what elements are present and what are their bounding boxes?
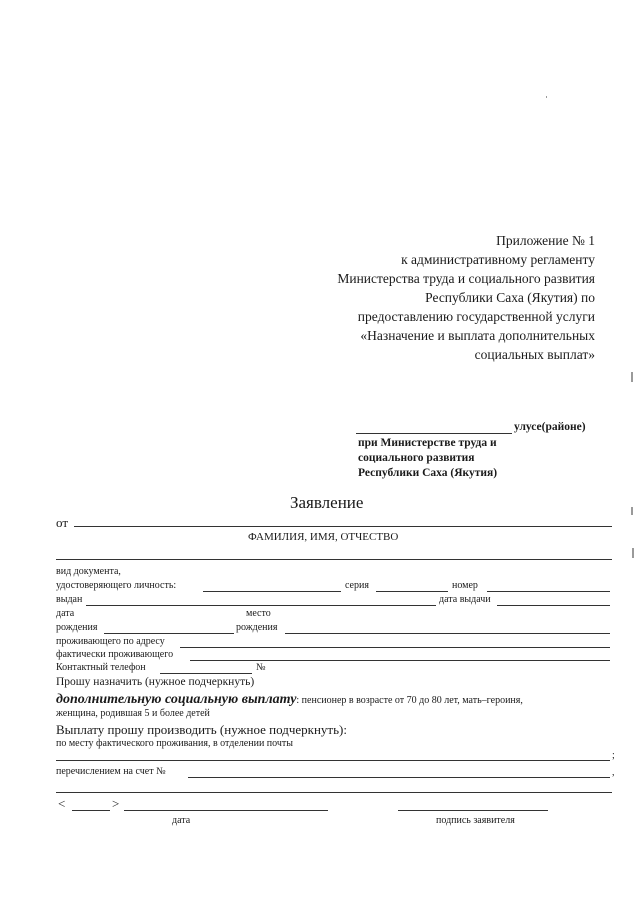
payment-type-line	[56, 690, 523, 708]
signature-line	[398, 810, 548, 811]
date-line	[124, 810, 328, 811]
phone-line	[160, 673, 252, 674]
phone-label: Контактный телефон	[56, 662, 146, 673]
quote-open: <	[58, 796, 66, 811]
identity-label: удостоверяющего личность:	[56, 580, 177, 591]
number-label: номер	[452, 580, 478, 591]
fio-line	[74, 526, 612, 527]
scan-speck	[546, 96, 547, 98]
residing-address-label: проживающего по адресу	[56, 636, 165, 647]
residing-address-line	[180, 647, 610, 648]
scan-speck	[631, 507, 633, 515]
from-label: от	[56, 515, 69, 530]
scan-speck	[631, 372, 633, 382]
addressee-line-2: социального развития	[358, 452, 475, 464]
phone-no-sign: №	[256, 662, 266, 673]
birth-place-line	[285, 633, 610, 634]
birth-date-line	[104, 633, 234, 634]
series-line	[376, 591, 448, 592]
appendix-line-1: Приложение № 1	[496, 233, 595, 248]
quote-close: >	[112, 796, 120, 811]
number-line	[487, 591, 610, 592]
payment-options-2: женщина, родившая 5 и более детей	[56, 708, 210, 719]
payment-method-label: Выплату прошу производить (нужное подчеркнуть):	[56, 722, 347, 737]
scan-speck	[632, 548, 634, 558]
addressee-line-1: при Министерстве труда и	[358, 437, 497, 449]
appendix-line-4: Республики Саха (Якутия) по	[425, 290, 595, 305]
appendix-line-6: «Назначение и выплата дополнительных	[360, 328, 595, 343]
date-caption: дата	[172, 815, 191, 826]
actually-residing-line	[190, 660, 610, 661]
request-label: Прошу назначить (нужное подчеркнуть)	[56, 676, 255, 688]
issue-date-line	[497, 605, 610, 606]
place-label: место	[246, 608, 271, 619]
account-line-2	[56, 792, 612, 793]
fio-caption: ФАМИЛИЯ, ИМЯ, ОТЧЕСТВО	[248, 531, 399, 543]
option-post-end: ;	[612, 750, 615, 761]
issue-date-label: дата выдачи	[439, 594, 491, 605]
fio-line-2	[56, 559, 612, 560]
option-post: по месту фактического проживания, в отделении почты	[56, 738, 294, 749]
appendix-line-5: предоставлению государственной услуги	[357, 309, 595, 324]
option-account: перечислением на счет №	[56, 766, 166, 777]
issued-label: выдан	[56, 594, 83, 605]
account-line	[188, 777, 610, 778]
series-label: серия	[345, 580, 369, 591]
appendix-line-2: к административному регламенту	[401, 252, 595, 267]
appendix-line-7: социальных выплат»	[474, 347, 595, 362]
signature-caption: подпись заявителя	[436, 815, 515, 826]
option-account-end: ,	[612, 767, 615, 778]
issued-line	[86, 605, 436, 606]
post-line	[56, 760, 610, 761]
addressee-line-3: Республики Саха (Якутия)	[358, 467, 498, 479]
ulus-blank-line	[356, 433, 512, 434]
appendix-line-3: Министерства труда и социального развития	[337, 271, 595, 286]
payment-name: дополнительную социальную выплату	[56, 692, 297, 707]
date-label: дата	[56, 608, 75, 619]
birth-date-label: рождения	[56, 622, 98, 633]
form-title: Заявление	[290, 493, 364, 512]
actually-residing-label: фактически проживающего	[56, 649, 174, 660]
doc-type-label: вид документа,	[56, 566, 121, 577]
birth-place-label: рождения	[236, 622, 278, 633]
ulus-suffix: улусе(районе)	[514, 421, 586, 433]
identity-line	[203, 591, 341, 592]
day-line	[72, 810, 110, 811]
payment-options-1: : пенсионер в возрасте от 70 до 80 лет, мать–героиня,	[296, 695, 523, 706]
